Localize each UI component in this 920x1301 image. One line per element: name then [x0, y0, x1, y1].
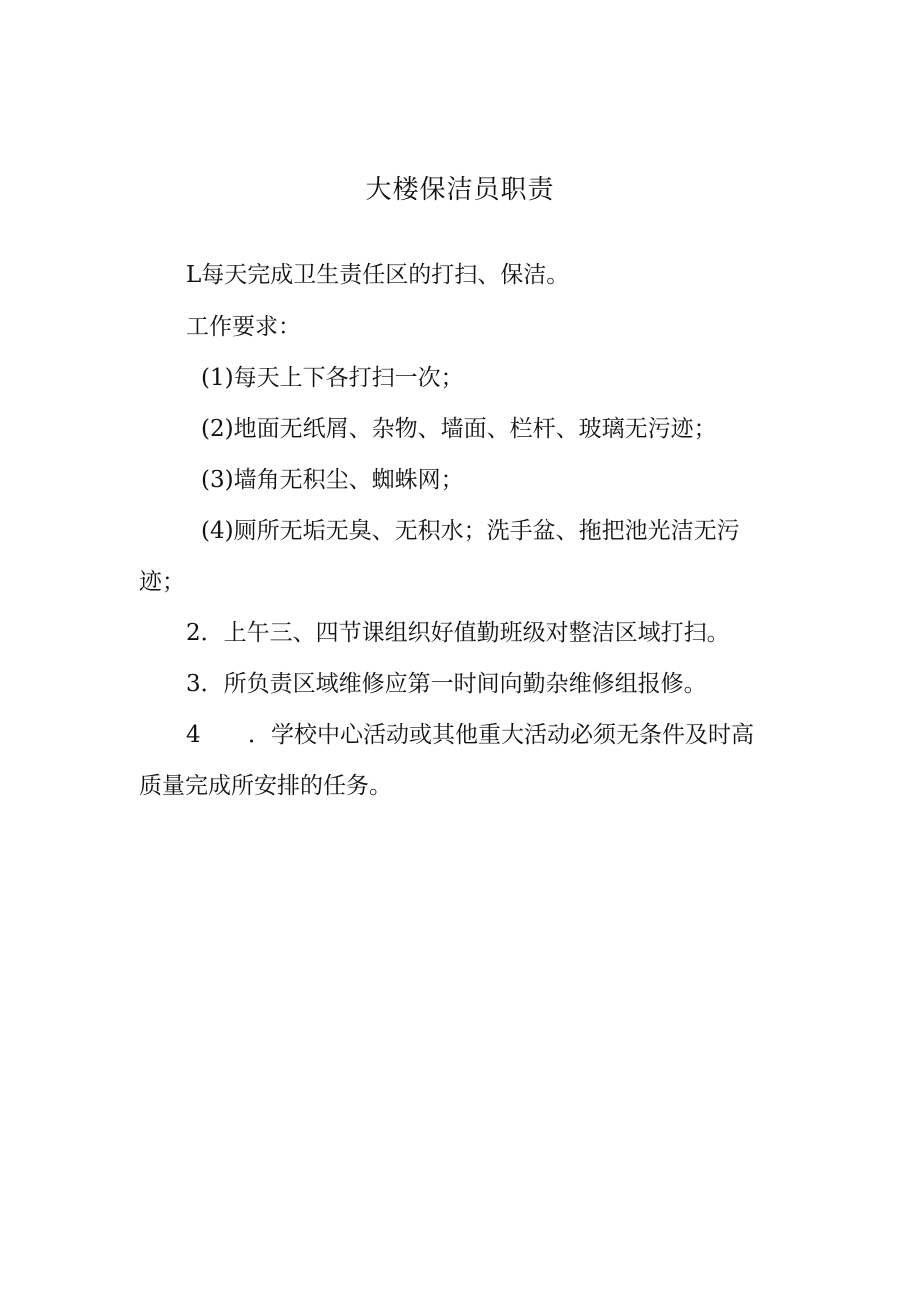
document-title: 大楼保洁员职责 — [365, 175, 555, 205]
requirements-heading: 工作要求： — [186, 314, 301, 340]
duty-item-4-number: 4 — [186, 722, 201, 748]
duty-item-4-line-1: ．学校中心活动或其他重大活动必须无条件及时高 — [248, 722, 754, 748]
duty-item-4-line-2: 质量完成所安排的任务。 — [139, 773, 392, 799]
requirement-4-line-2: 迹； — [139, 569, 185, 595]
requirement-2: (2)地面无纸屑、杂物、墙面、栏杆、玻璃无污迹； — [201, 416, 717, 442]
duty-item-2: 2．上午三、四节课组织好值勤班级对整洁区域打扫。 — [186, 620, 730, 646]
requirement-4-line-1: (4)厕所无垢无臭、无积水；洗手盆、拖把池光洁无污 — [201, 518, 740, 544]
duty-item-3: 3．所负责区域维修应第一时间向勤杂维修组报修。 — [186, 671, 707, 697]
requirement-3: (3)墙角无积尘、蜘蛛网； — [201, 467, 464, 493]
requirement-1: (1)每天上下各打扫一次； — [201, 365, 464, 391]
duty-item-1: L每天完成卫生责任区的打扫、保洁。 — [186, 262, 570, 288]
